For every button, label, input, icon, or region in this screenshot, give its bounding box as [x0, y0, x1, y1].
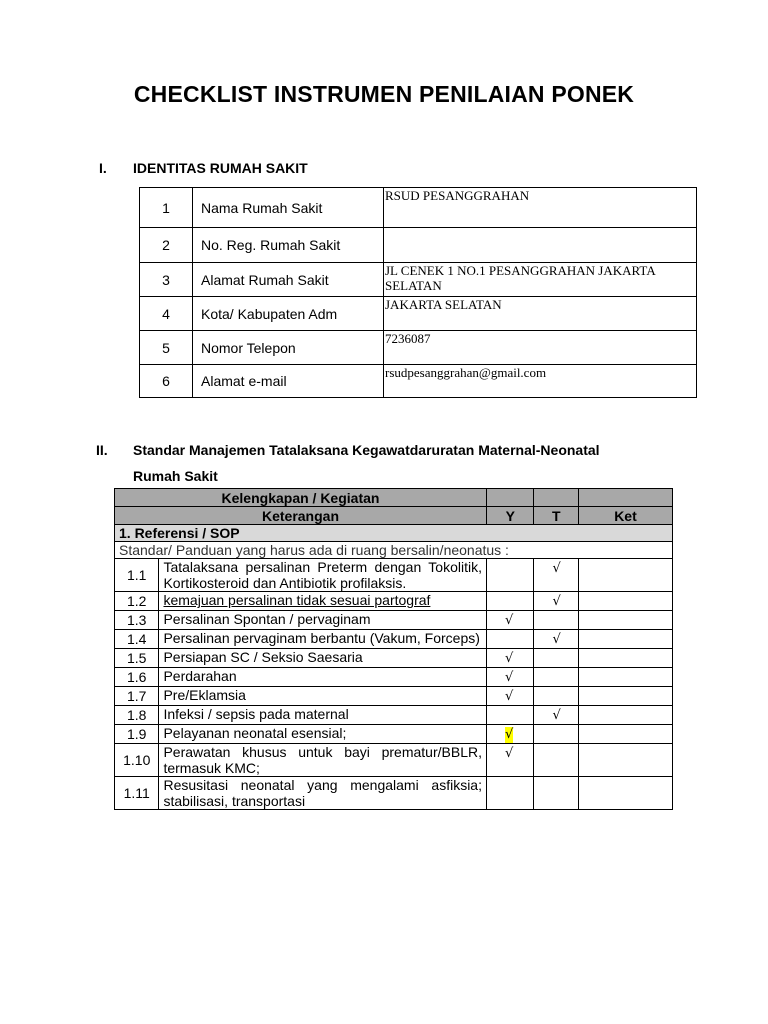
row-description: Perawatan khusus untuk bayi prematur/BBLR, termasuk KMC; — [159, 744, 487, 777]
row-check-t — [534, 687, 578, 706]
checklist-row — [115, 630, 673, 649]
row-check-y — [486, 725, 534, 744]
row-check-t — [534, 592, 578, 611]
header-blank-y — [486, 489, 534, 507]
row-ket — [578, 668, 672, 687]
row-check-y — [486, 668, 534, 687]
section-2-number: II. — [96, 442, 108, 458]
header-ket: Ket — [578, 507, 672, 525]
row-check-y — [486, 706, 534, 725]
identity-row — [140, 263, 697, 297]
row-check-t — [534, 630, 578, 649]
checklist-row — [115, 725, 673, 744]
subsection-title: 1. Referensi / SOP — [115, 525, 673, 542]
identity-label: Alamat Rumah Sakit — [193, 263, 384, 297]
header-t: T — [534, 507, 578, 525]
identity-value: JL CENEK 1 NO.1 PESANGGRAHAN JAKARTA SELATAN — [384, 263, 697, 297]
checklist-row — [115, 706, 673, 725]
row-description: Persiapan SC / Seksio Saesaria — [159, 649, 487, 668]
row-ket — [578, 592, 672, 611]
checklist-row — [115, 744, 673, 777]
checklist-row — [115, 668, 673, 687]
check-mark-y: √ — [504, 689, 514, 704]
row-description: kemajuan persalinan tidak sesuai partograf — [159, 592, 487, 611]
row-check-y — [486, 611, 534, 630]
check-mark-y: √ — [504, 613, 514, 628]
check-mark-y: √ — [504, 727, 514, 742]
section-1-number: I. — [99, 160, 107, 176]
row-number: 1.9 — [115, 725, 159, 744]
row-check-t — [534, 668, 578, 687]
header-blank-ket — [578, 489, 672, 507]
row-check-y — [486, 687, 534, 706]
section-1-title: IDENTITAS RUMAH SAKIT — [133, 160, 308, 176]
row-description: Pelayanan neonatal esensial; — [159, 725, 487, 744]
row-check-t — [534, 777, 578, 810]
identity-label: Nama Rumah Sakit — [193, 188, 384, 228]
identity-row — [140, 331, 697, 365]
row-description: Persalinan pervaginam berbantu (Vakum, Forceps) — [159, 630, 487, 649]
checklist-header-row — [115, 489, 673, 507]
row-description: Persalinan Spontan / pervaginam — [159, 611, 487, 630]
row-check-t — [534, 611, 578, 630]
row-check-y — [486, 777, 534, 810]
row-number: 1.8 — [115, 706, 159, 725]
check-mark-y: √ — [504, 651, 514, 666]
identity-number: 1 — [140, 188, 193, 228]
row-number: 1.4 — [115, 630, 159, 649]
row-ket — [578, 649, 672, 668]
row-ket — [578, 706, 672, 725]
identity-number: 5 — [140, 331, 193, 365]
identity-value: 7236087 — [384, 331, 697, 365]
identity-number: 2 — [140, 228, 193, 263]
checklist-column-header-row — [115, 507, 673, 525]
row-check-t — [534, 706, 578, 725]
row-check-y — [486, 559, 534, 592]
row-ket — [578, 559, 672, 592]
check-mark-t: √ — [552, 632, 561, 647]
checklist-row — [115, 592, 673, 611]
check-mark-t: √ — [552, 708, 561, 723]
row-ket — [578, 744, 672, 777]
row-check-y — [486, 744, 534, 777]
checklist-body — [115, 559, 673, 810]
section-2-title — [133, 437, 693, 489]
row-check-y — [486, 649, 534, 668]
row-check-y — [486, 592, 534, 611]
row-number: 1.2 — [115, 592, 159, 611]
check-mark-y: √ — [504, 670, 514, 685]
row-number: 1.7 — [115, 687, 159, 706]
section-2-title-line-2: Rumah Sakit — [133, 468, 218, 484]
standard-note-row — [115, 542, 673, 559]
checklist-table — [114, 488, 673, 810]
checklist-row — [115, 559, 673, 592]
row-number: 1.3 — [115, 611, 159, 630]
identity-table — [139, 187, 697, 398]
checklist-row — [115, 777, 673, 810]
identity-number: 3 — [140, 263, 193, 297]
header-blank-t — [534, 489, 578, 507]
identity-label: Kota/ Kabupaten Adm — [193, 297, 384, 331]
checklist-row — [115, 649, 673, 668]
standard-note: Standar/ Panduan yang harus ada di ruang bersalin/neonatus : — [115, 542, 673, 559]
row-number: 1.10 — [115, 744, 159, 777]
identity-value: JAKARTA SELATAN — [384, 297, 697, 331]
row-number: 1.11 — [115, 777, 159, 810]
header-kelengkapan: Kelengkapan / Kegiatan — [115, 489, 487, 507]
identity-value: rsudpesanggrahan@gmail.com — [384, 365, 697, 398]
row-check-y — [486, 630, 534, 649]
identity-value — [384, 228, 697, 263]
subsection-row — [115, 525, 673, 542]
row-description: Infeksi / sepsis pada maternal — [159, 706, 487, 725]
identity-label: Nomor Telepon — [193, 331, 384, 365]
check-mark-t: √ — [552, 594, 561, 609]
row-ket — [578, 725, 672, 744]
section-2-title-line-1: Standar Manajemen Tatalaksana Kegawatdaruratan Maternal-Neonatal — [133, 442, 600, 458]
identity-number: 6 — [140, 365, 193, 398]
row-check-t — [534, 559, 578, 592]
row-check-t — [534, 744, 578, 777]
checklist-row — [115, 611, 673, 630]
row-ket — [578, 777, 672, 810]
row-ket — [578, 611, 672, 630]
row-number: 1.6 — [115, 668, 159, 687]
identity-row — [140, 188, 697, 228]
check-mark-t: √ — [552, 561, 561, 576]
check-mark-y: √ — [504, 746, 514, 761]
identity-label: No. Reg. Rumah Sakit — [193, 228, 384, 263]
row-ket — [578, 687, 672, 706]
identity-row — [140, 365, 697, 398]
row-ket — [578, 630, 672, 649]
row-check-t — [534, 649, 578, 668]
row-number: 1.1 — [115, 559, 159, 592]
identity-row — [140, 228, 697, 263]
page-title: CHECKLIST INSTRUMEN PENILAIAN PONEK — [133, 81, 635, 107]
identity-label: Alamat e-mail — [193, 365, 384, 398]
row-description: Resusitasi neonatal yang mengalami asfiksia; stabilisasi, transportasi — [159, 777, 487, 810]
row-description: Pre/Eklamsia — [159, 687, 487, 706]
identity-number: 4 — [140, 297, 193, 331]
header-y: Y — [486, 507, 534, 525]
row-description: Perdarahan — [159, 668, 487, 687]
checklist-row — [115, 687, 673, 706]
header-keterangan: Keterangan — [115, 507, 487, 525]
identity-row — [140, 297, 697, 331]
row-number: 1.5 — [115, 649, 159, 668]
identity-value: RSUD PESANGGRAHAN — [384, 188, 697, 228]
row-check-t — [534, 725, 578, 744]
row-description: Tatalaksana persalinan Preterm dengan Tokolitik, Kortikosteroid dan Antibiotik profilaksis. — [159, 559, 487, 592]
